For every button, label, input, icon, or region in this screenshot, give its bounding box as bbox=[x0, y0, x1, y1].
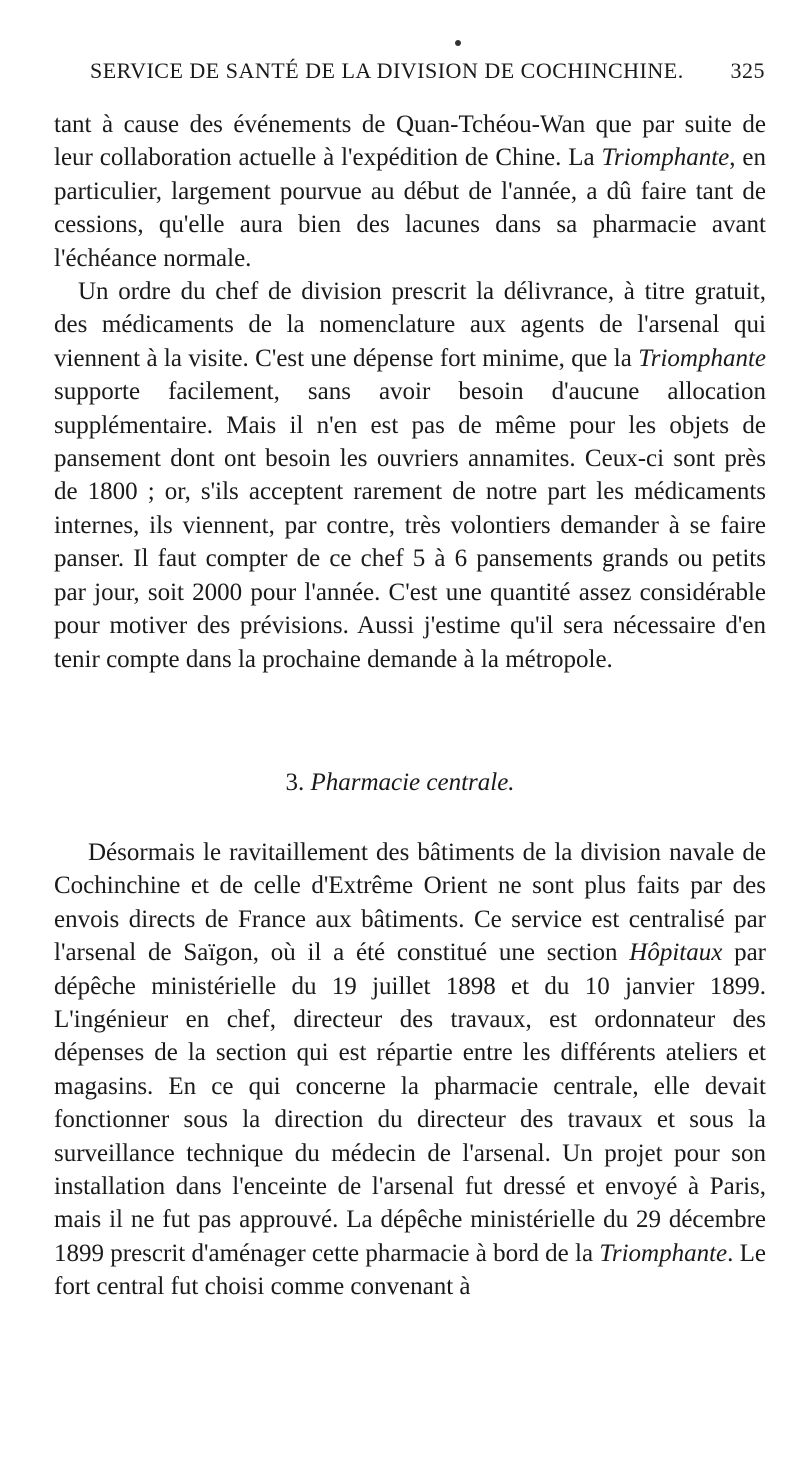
ink-speck bbox=[455, 40, 461, 46]
section-name: Hôpitaux bbox=[629, 939, 723, 967]
running-title: SERVICE DE SANTÉ DE LA DIVISION DE COCHINCHINE. bbox=[90, 58, 684, 83]
paragraph-1-text-a: tant à cause des événements de Quan-Tchéou-Wan que par suite de leur collaboration actuelle à l'expédition de Chine. La bbox=[54, 111, 766, 172]
page-number: 325 bbox=[730, 58, 765, 83]
body-text-top bbox=[54, 108, 766, 676]
section-title: Pharmacie centrale. bbox=[310, 769, 515, 796]
paragraph-3-text-a: Désormais le ravitaillement des bâtiments de la division navale de Cochinchine et de celle d'Extrême Orient ne sont plus faits par des envois directs de France aux bâtiments. Ce service est centralisé par l'arsenal de Saïgon, où il a été constitué une section bbox=[54, 839, 766, 967]
body-text-bottom bbox=[54, 836, 766, 1304]
paragraph-2-text-b: supporte facilement, sans avoir besoin d'aucune allocation supplémentaire. Mais il n'en est pas de même pour les objets de pansement dont ont besoin les ouvriers annamites. Ceux-ci sont près de 1800 ; or, s'ils acceptent rarement de notre part les médicaments internes, ils viennent, par contre, très volontiers demander à se faire panser. Il faut compter de ce chef 5 à 6 pansements grands ou petits par jour, soit 2000 pour l'année. C'est une quantité assez considérable pour motiver des prévisions. Aussi j'estime qu'il sera nécessaire d'en tenir compte dans la prochaine demande à la métropole. bbox=[54, 378, 766, 673]
ship-name: Triomphante bbox=[601, 144, 730, 172]
paragraph-1 bbox=[54, 108, 766, 275]
page-header bbox=[90, 58, 765, 84]
section-heading bbox=[0, 766, 800, 799]
paragraph-2-text-a: Un ordre du chef de division prescrit la délivrance, à titre gratuit, des médicaments de la nomenclature aux agents de l'arsenal qui viennent à la visite. C'est une dépense fort minime, que la bbox=[54, 278, 766, 372]
paragraph-3-text-b: par dépêche ministérielle du 19 juillet 1898 et du 10 janvier 1899. L'ingénieur en chef, directeur des travaux, est ordonnateur des dépenses de la section qui est répartie entre les différents ateliers et magasins. En ce qui concerne la pharmacie centrale, elle devait fonctionner sous la direction du directeur des travaux et sous la surveillance technique du médecin de l'arsenal. Un projet pour son installation dans l'enceinte de l'arsenal fut dressé et envoyé à Paris, mais il ne fut pas approuvé. La dépêche ministérielle du 29 décembre 1899 prescrit d'aménager cette pharmacie à bord de la bbox=[54, 939, 767, 1267]
ship-name: Triomphante bbox=[638, 344, 766, 372]
paragraph-3 bbox=[54, 836, 766, 1304]
paragraph-1-text-b: , en particulier, largement pourvue au début de l'année, a dû faire tant de cessions, qu'elle aura bien des lacunes dans sa pharmacie avant l'échéance normale. bbox=[54, 144, 766, 272]
paragraph-2 bbox=[54, 275, 766, 676]
section-number: 3. bbox=[285, 769, 305, 796]
paragraph-3-text-c: . Le fort central fut choisi comme convenant à bbox=[54, 1239, 767, 1301]
ship-name: Triomphante bbox=[599, 1239, 728, 1267]
